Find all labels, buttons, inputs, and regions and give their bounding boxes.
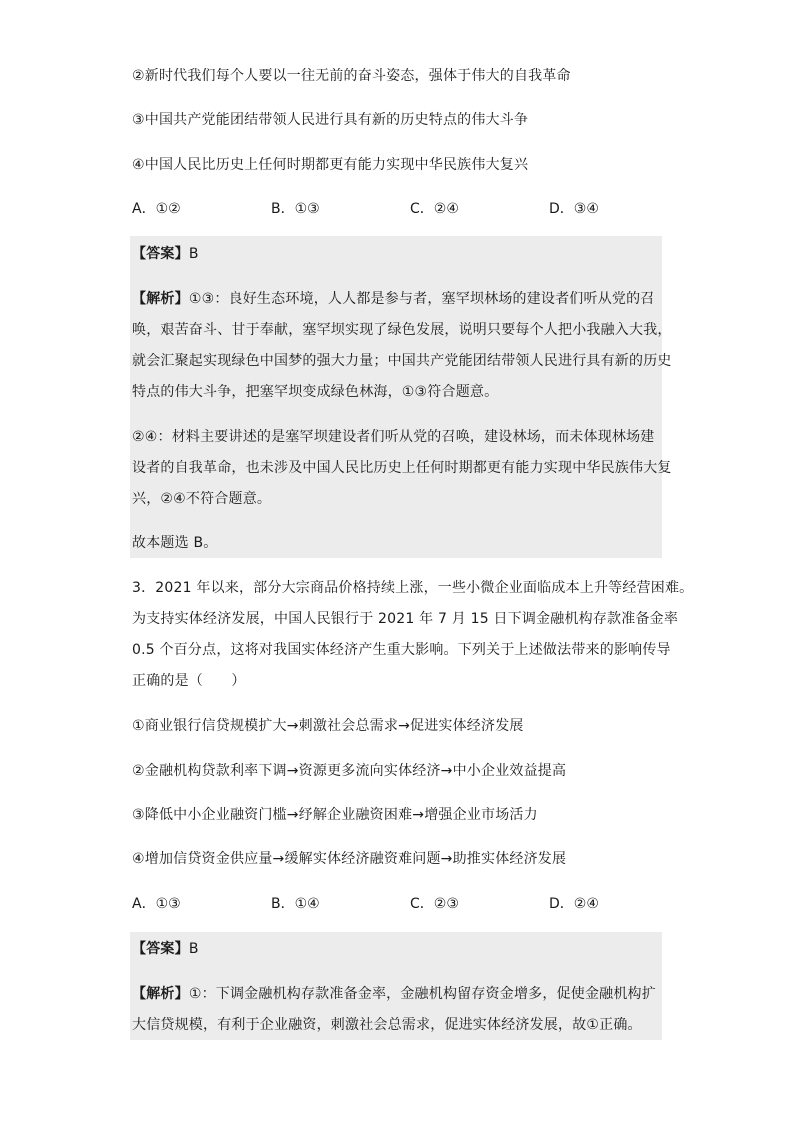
q2-conclusion: 故本题选 B。 [132, 535, 218, 551]
q2-answer-value: B [188, 246, 199, 262]
q2-statement-2: ②新时代我们每个人要以一往无前的奋斗姿态，强体于伟大的自我革命 [132, 68, 571, 84]
q2-statement-3: ③中国共产党能团结带领人民进行具有新的历史特点的伟大斗争 [132, 112, 529, 128]
q3-option-b: B．①④ [271, 896, 320, 912]
q2-statement-4: ④中国人民比历史上任何时期都更有能力实现中华民族伟大复兴 [132, 157, 529, 173]
q3-option-d: D．②④ [549, 896, 599, 912]
q2-option-d: D．③④ [549, 201, 599, 217]
q3-stem-line-4: 正确的是（ ） [132, 673, 246, 689]
q2-analysis-line-2: 唤，艰苦奋斗、甘于奉献，塞罕坝实现了绿色发展，说明只要每个人把小我融入大我， [132, 322, 672, 338]
q2-analysis-line-1 [132, 289, 655, 309]
q2-analysis-line-6: 设者的自我革命，也未涉及中国人民比历史上任何时期都更有能力实现中华民族伟大复 [132, 460, 672, 476]
q3-option-c: C．②③ [410, 896, 459, 912]
q2-analysis-line-4: 特点的伟大斗争，把塞罕坝变成绿色林海，①③符合题意。 [132, 384, 499, 400]
q3-statement-1: ①商业银行信贷规模扩大→刺激社会总需求→促进实体经济发展 [132, 718, 524, 734]
q3-analysis-line-1 [132, 984, 656, 1004]
q2-analysis-text: ①③：良好生态环境，人人都是参与者，塞罕坝林场的建设者们听从党的召 [188, 291, 655, 307]
q3-statement-2: ②金融机构贷款利率下调→资源更多流向实体经济→中小企业效益提高 [132, 763, 567, 779]
q3-answer-value: B [188, 941, 199, 957]
q2-answer [132, 244, 199, 264]
q3-stem-line-1: 3．2021 年以来，部分大宗商品价格持续上涨，一些小微企业面临成本上升等经营困难。 [132, 580, 694, 596]
q2-analysis-line-5: ②④：材料主要讲述的是塞罕坝建设者们听从党的召唤，建设林场，而未体现林场建 [132, 429, 655, 445]
q3-option-a: A．①③ [132, 896, 181, 912]
q2-analysis-line-3: 就会汇聚起实现绿色中国梦的强大力量；中国共产党能团结带领人民进行具有新的历史 [132, 353, 672, 369]
q3-analysis-text: ①：下调金融机构存款准备金率，金融机构留存资金增多，促使金融机构扩 [188, 986, 656, 1002]
q2-option-c: C．②④ [410, 201, 459, 217]
q3-answer [132, 939, 199, 959]
q3-statement-3: ③降低中小企业融资门槛→纾解企业融资困难→增强企业市场活力 [132, 807, 538, 823]
q2-analysis-label: 【解析】 [132, 291, 189, 307]
q3-analysis-line-2: 大信贷规模，有利于企业融资，刺激社会总需求，促进实体经济发展，故①正确。 [132, 1017, 642, 1033]
q2-answer-label: 【答案】 [132, 246, 189, 262]
q2-analysis-line-7: 兴，②④不符合题意。 [132, 491, 272, 507]
q2-option-a: A．①② [132, 201, 181, 217]
q3-statement-4: ④增加信贷资金供应量→缓解实体经济融资难问题→助推实体经济发展 [132, 851, 567, 867]
q2-option-b: B．①③ [271, 201, 320, 217]
q3-analysis-label: 【解析】 [132, 986, 189, 1002]
q3-stem-line-3: 0.5 个百分点，这将对我国实体经济产生重大影响。下列关于上述做法带来的影响传导 [132, 642, 671, 658]
q3-stem-line-2: 为支持实体经济发展，中国人民银行于 2021 年 7 月 15 日下调金融机构存款准备金率 [132, 611, 679, 627]
q3-answer-label: 【答案】 [132, 941, 189, 957]
